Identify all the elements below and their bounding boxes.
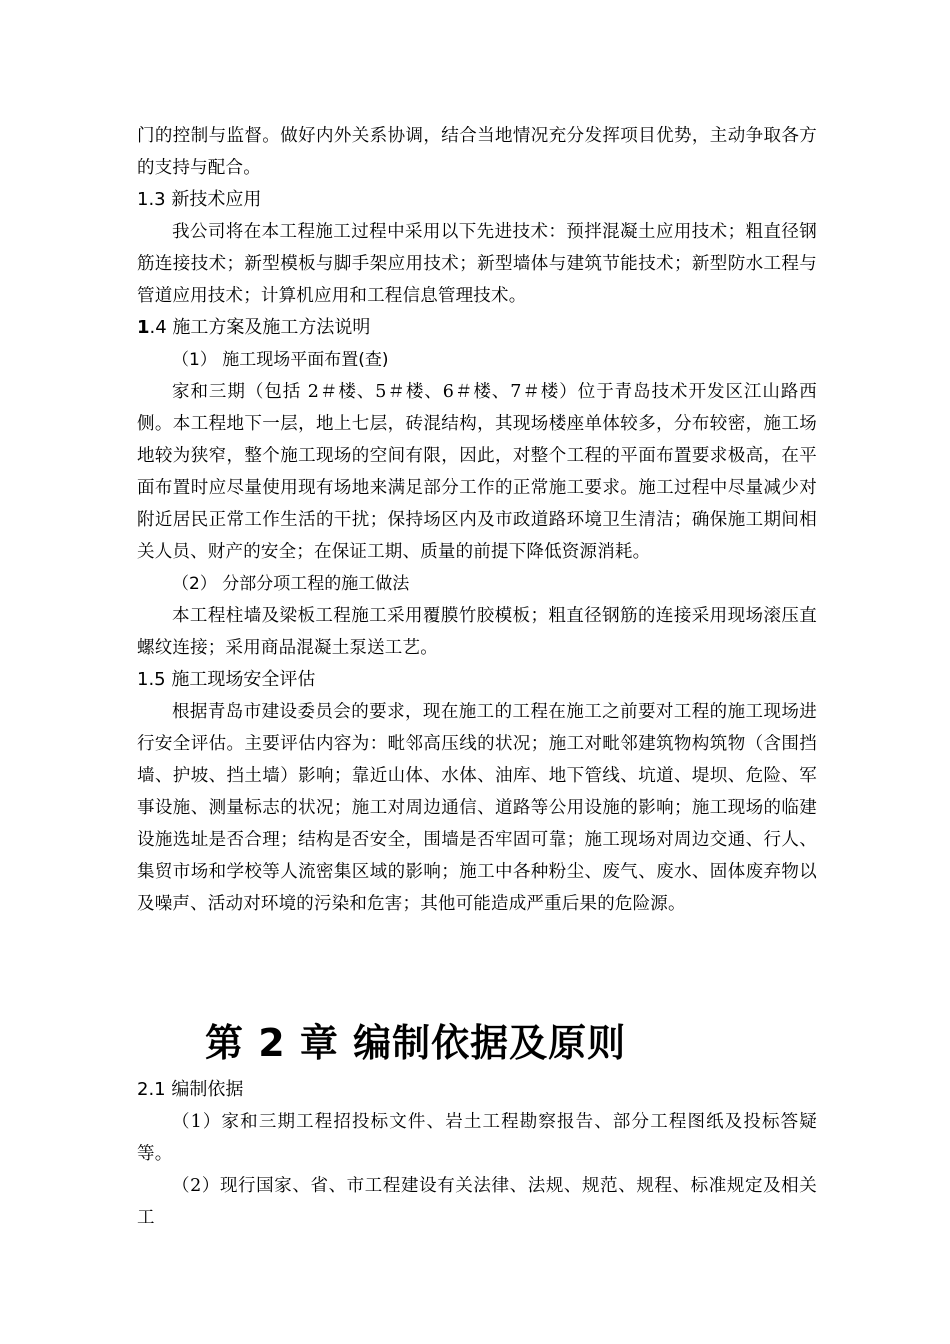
section-heading-2-1: 2.1 编制依据 (137, 1079, 244, 1100)
section-heading-1-4 (137, 312, 817, 344)
chapter-spacer (137, 920, 817, 1018)
paragraph-construction-methods: 本工程柱墙及梁板工程施工采用覆膜竹胶模板；粗直径钢筋的连接采用现场滚压直螺纹连接；采用商品混凝土泵送工艺。 (137, 606, 817, 658)
paragraph-safety-assessment: 根据青岛市建设委员会的要求，现在施工的工程在施工之前要对工程的施工现场进行安全评估。主要评估内容为：毗邻高压线的状况；施工对毗邻建筑物构筑物（含围挡墙、护坡、挡土墙）影响；靠近山体、水体、油库、地下管线、坑道、堤坝、危险、军事设施、测量标志的状况；施工对周边通信、道路等公用设施的影响；施工现场的临建设施选址是否合理；结构是否安全，围墙是否牢固可靠；施工现场对周边交通、行人、集贸市场和学校等人流密集区域的影响；施工中各种粉尘、废气、废水、固体废弃物以及噪声、活动对环境的污染和危害；其他可能造成严重后果的危险源。 (137, 702, 817, 914)
paragraph-basis-item-2: （2）现行国家、省、市工程建设有关法律、法规、规范、规程、标准规定及相关工 (137, 1176, 817, 1228)
section-heading-1-4-text: .4 施工方案及施工方法说明 (149, 317, 371, 338)
subsection-heading-construction-methods: （2） 分部分项工程的施工做法 (172, 574, 410, 594)
paragraph-site-layout: 家和三期（包括 2＃楼、5＃楼、6＃楼、7＃楼）位于青岛技术开发区江山路西侧。本工程地下一层，地上七层，砖混结构，其现场楼座单体较多，分布较密，施工场地较为狭窄，整个施工现场的空间有限，因此，对整个工程的平面布置要求极高，在平面布置时应尽量使用现有场地来满足部分工作的正常施工要求。施工过程中尽量减少对附近居民正常工作生活的干扰；保持场区内及市政道路环境卫生清洁；确保施工期间相关人员、财产的安全；在保证工期、质量的前提下降低资源消耗。 (137, 382, 817, 562)
section-heading-1-4-number: 1 (137, 317, 150, 338)
paragraph-new-technology: 我公司将在本工程施工过程中采用以下先进技术：预拌混凝土应用技术；粗直径钢筋连接技术；新型模板与脚手架应用技术；新型墙体与建筑节能技术；新型防水工程与管道应用技术；计算机应用和工程信息管理技术。 (137, 222, 817, 306)
paragraph-continuation: 门的控制与监督。做好内外关系协调，结合当地情况充分发挥项目优势，主动争取各方的支持与配合。 (137, 126, 817, 178)
chapter-title: 第 2 章 编制依据及原则 (205, 1021, 627, 1065)
paragraph-basis-item-1: （1）家和三期工程招投标文件、岩土工程勘察报告、部分工程图纸及投标答疑等。 (137, 1112, 817, 1164)
document-page (137, 120, 817, 1234)
section-heading-1-5: 1.5 施工现场安全评估 (137, 669, 316, 690)
subsection-heading-site-layout: （1） 施工现场平面布置(查) (172, 350, 389, 370)
section-heading-1-3: 1.3 新技术应用 (137, 189, 262, 210)
